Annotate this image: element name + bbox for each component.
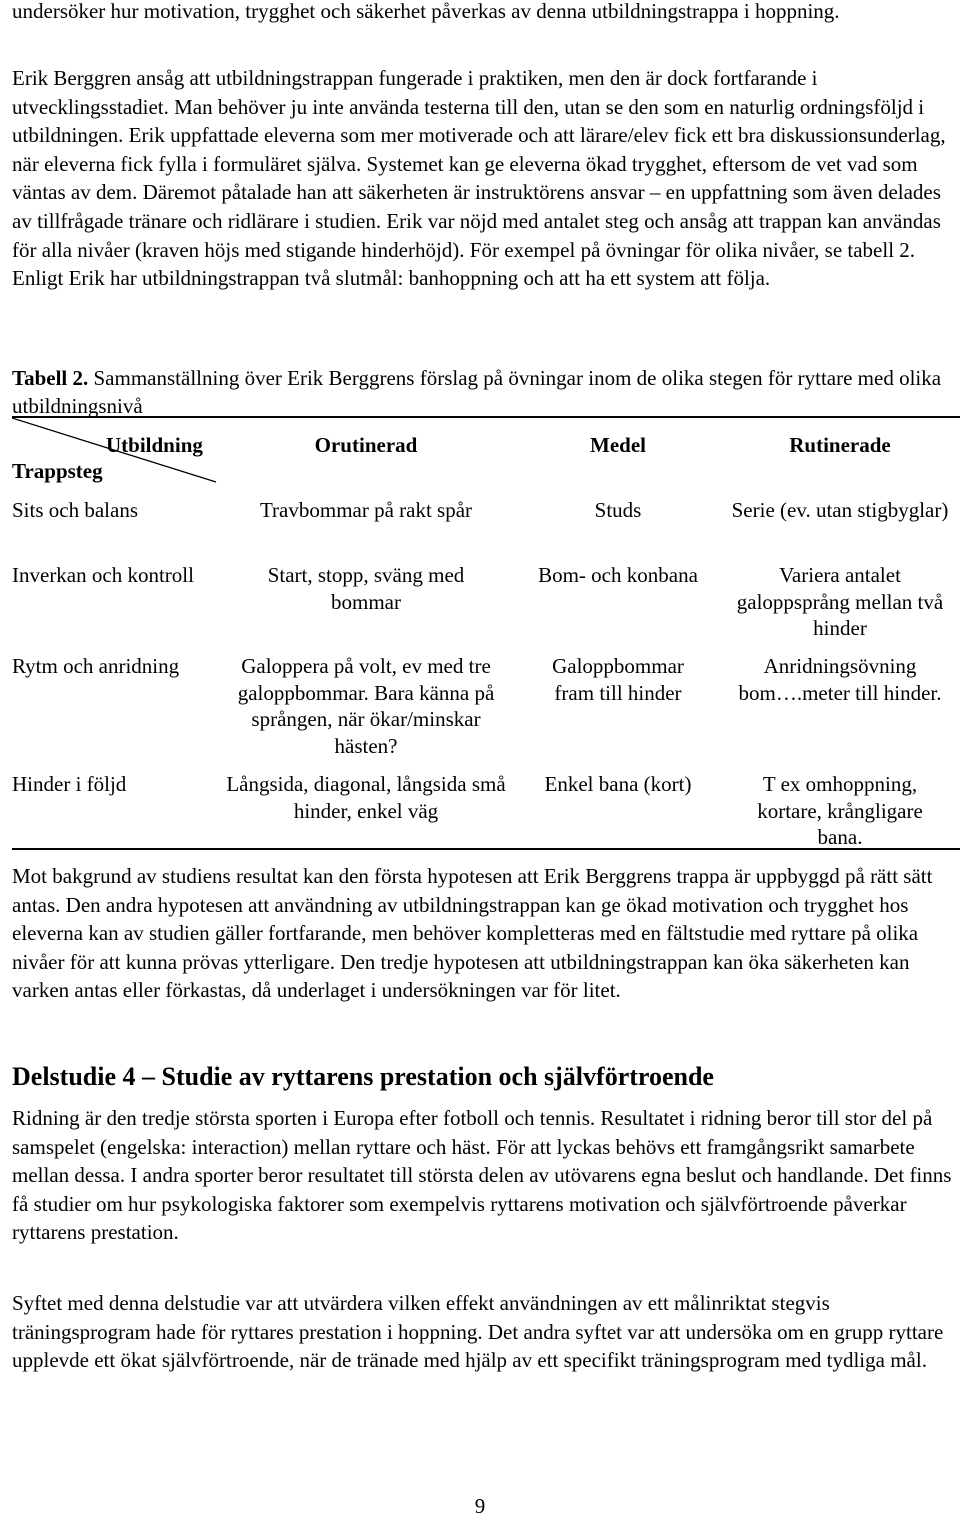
table-caption-label: Tabell 2. <box>12 366 89 390</box>
table-cell-row1-orutinerad: Travbommar på rakt spår <box>259 498 473 522</box>
table-cell-row4-rutinerade: T ex omhoppning, kortare, krångligare bana. <box>757 772 923 849</box>
table-bottom-rule <box>12 848 960 850</box>
paragraph-ridning: Ridning är den tredje största sporten i Europa efter fotboll och tennis. Resultatet i ridning beror till stor del på samspelet (engelska: interaction) mellan ryttare och häst. För att lyckas behövs ett framgångsrikt samarbete mellan dessa. I andra sporter beror resultatet till största delen av utövarens egna beslut och handlande. Det finns få studier om hur psykologiska faktorer som exempelvis ryttarens motivation och självförtroende påverkar ryttarens prestation. <box>12 1106 952 1245</box>
table-cell-row2-medel: Bom- och konbana <box>538 563 698 587</box>
table-cell-row4-medel: Enkel bana (kort) <box>544 772 692 796</box>
table-cell-row1-medel: Studs <box>594 498 642 522</box>
corner-label-utbildning: Utbildning <box>106 433 203 457</box>
table-cell-row3-medel: Galoppbommar fram till hinder <box>552 654 684 705</box>
table-cell-row3-step: Rytm och anridning <box>12 654 180 678</box>
table-cell-row4-orutinerad: Långsida, diagonal, långsida små hinder, enkel väg <box>226 772 506 823</box>
table-caption <box>12 364 952 420</box>
corner-label-trappsteg: Trappsteg <box>12 459 103 483</box>
table-caption-text: Sammanställning över Erik Berggrens förslag på övningar inom de olika stegen för ryttare med olika utbildningsnivå <box>12 366 942 418</box>
table-cell-row2-rutinerade: Variera antalet galoppsprång mellan två hinder <box>736 563 944 640</box>
page-number: 9 <box>474 1494 486 1518</box>
table-cell-row3-orutinerad: Galoppera på volt, ev med tre galoppbommar. Bara känna på sprången, när ökar/minskar hästen? <box>237 654 495 758</box>
table-cell-row4-step: Hinder i följd <box>12 772 127 796</box>
table-cell-row3-rutinerade: Anridningsövning bom….meter till hinder. <box>738 654 942 705</box>
table-cell-row2-orutinerad: Start, stopp, sväng med bommar <box>267 563 465 614</box>
paragraph-hypotheses: Mot bakgrund av studiens resultat kan den första hypotesen att Erik Berggrens trappa är uppbyggd på rätt sätt antas. Den andra hypotesen att användning av utbildningstrappan kan ge ökad motivation och trygghet hos eleverna kan av studien gäller fortfarande, men behöver kompletteras med en fältstudie med ryttare på olika nivåer för att kunna prövas ytterligare. Den tredje hypotesen att utbildningstrappan kan öka säkerheten kan varken antas eller förkastas, då underlaget i undersökningen var för litet. <box>12 864 933 1003</box>
column-header-orutinerad: Orutinerad <box>314 433 418 457</box>
table-cell-row1-rutinerade: Serie (ev. utan stigbyglar) <box>731 498 949 522</box>
section-heading: Delstudie 4 – Studie av ryttarens prestation och självförtroende <box>12 1062 714 1091</box>
paragraph-erik-berggren: Erik Berggren ansåg att utbildningstrappan fungerade i praktiken, men den är dock fortfarande i utvecklingsstadiet. Man behöver ju inte använda testerna till den, utan se den som en naturlig ordningsföljd i utbildningen. Erik uppfattade eleverna som mer motiverade och att lärare/elev fick ett bra diskussionsunderlag, när eleverna fick fylla i formuläret själva. Systemet kan ge eleverna ökad trygghet, eftersom de vet vad som väntas av dem. Däremot påtalade han att säkerheten är instruktörens ansvar – en uppfattning som även delades av tillfrågade tränare och ridlärare i studien. Erik var nöjd med antalet steg och ansåg att trappan kan användas för alla nivåer (kraven höjs med stigande hinderhöjd). För exempel på övningar för olika nivåer, se tabell 2. Enligt Erik har utbildningstrappan två slutmål: banhoppning och att ha ett system att följa. <box>12 66 946 291</box>
paragraph-syfte: Syftet med denna delstudie var att utvärdera vilken effekt användningen av ett målinriktat stegvis träningsprogram hade för ryttares prestation i hoppning. Det andra syftet var att undersöka om en grupp ryttare upplevde ett ökat självförtroende, när de tränade med hjälp av ett specifikt träningsprogram med tydliga mål. <box>12 1291 944 1373</box>
column-header-medel: Medel <box>590 433 646 457</box>
column-header-rutinerade: Rutinerade <box>789 433 891 457</box>
table-cell-row2-step: Inverkan och kontroll <box>12 563 194 587</box>
paragraph-intro: undersöker hur motivation, trygghet och säkerhet påverkas av denna utbildningstrappa i hoppning. <box>12 0 840 23</box>
table-cell-row1-step: Sits och balans <box>12 498 138 522</box>
